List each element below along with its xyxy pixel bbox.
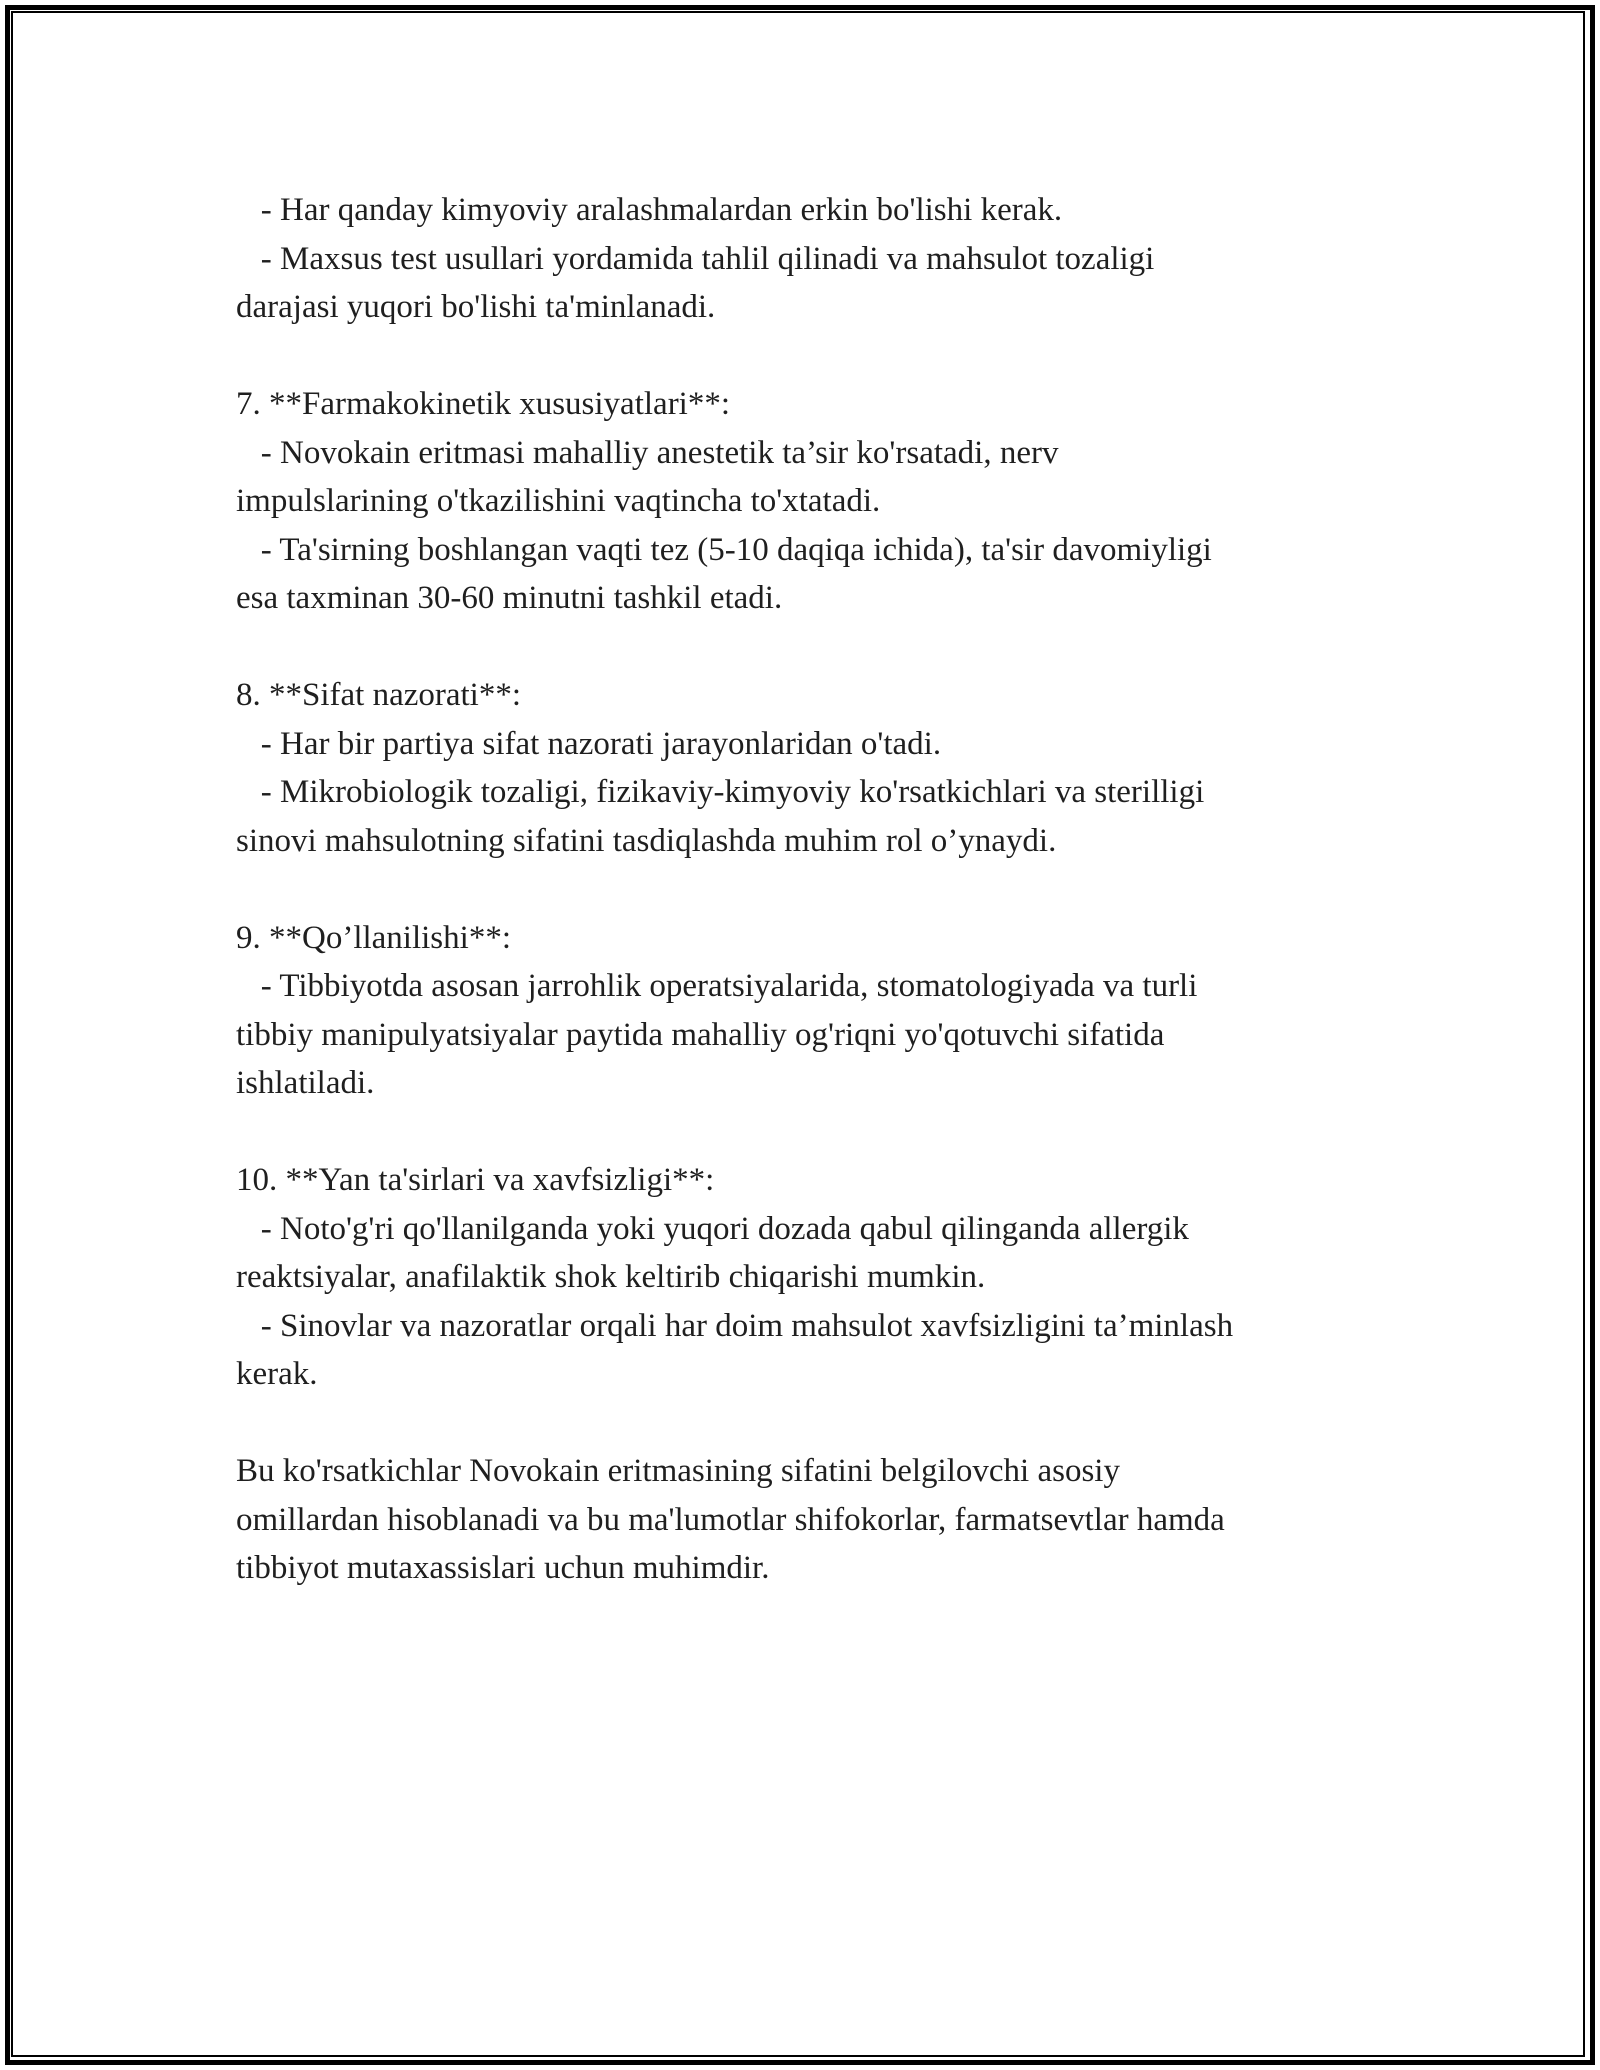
section-heading: 8. **Sifat nazorati**:	[236, 677, 522, 713]
section-heading: 7. **Farmakokinetik xususiyatlari**:	[236, 386, 731, 422]
paragraph-gap	[236, 865, 1366, 914]
text-line: - Sinovlar va nazoratlar orqali har doim mahsulot xavfsizligini ta’minlash	[236, 1307, 1234, 1344]
text-line: - Har qanday kimyoviy aralashmalardan erkin bo'lishi kerak.	[236, 192, 1063, 228]
text-line: - Novokain eritmasi mahalliy anestetik ta’sir ko'rsatadi, nerv	[236, 434, 1059, 471]
text-line: - Maxsus test usullari yordamida tahlil qilinadi va mahsulot tozaligi	[236, 240, 1155, 277]
text-line: impulslarining o'tkazilishini vaqtincha to'xtatadi.	[236, 483, 881, 519]
section-heading: 9. **Qo’llanilishi**:	[236, 919, 511, 956]
text-line: darajasi yuqori bo'lishi ta'minlanadi.	[236, 289, 716, 325]
text-line: kerak.	[236, 1356, 318, 1392]
paragraph-gap	[236, 332, 1366, 381]
paragraph-gap	[236, 623, 1366, 672]
paragraph-gap	[236, 1108, 1366, 1157]
text-line: - Har bir partiya sifat nazorati jarayonlaridan o'tadi.	[236, 725, 942, 762]
section-heading: 10. **Yan ta'sirlari va xavfsizligi**:	[236, 1162, 715, 1198]
document-body	[236, 186, 1366, 1593]
conclusion-line: Bu ko'rsatkichlar Novokain eritmasining sifatini belgilovchi asosiy	[236, 1453, 1120, 1489]
text-line: - Tibbiyotda asosan jarrohlik operatsiyalarida, stomatologiyada va turli	[236, 968, 1198, 1004]
text-line: ishlatiladi.	[236, 1065, 375, 1101]
text-line: - Mikrobiologik tozaligi, fizikaviy-kimyoviy ko'rsatkichlari va sterilligi	[236, 774, 1205, 810]
text-line: - Ta'sirning boshlangan vaqti tez (5-10 daqiqa ichida), ta'sir davomiyligi	[236, 531, 1212, 568]
text-line: reaktsiyalar, anafilaktik shok keltirib chiqarishi mumkin.	[236, 1259, 986, 1295]
text-line: sinovi mahsulotning sifatini tasdiqlashda muhim rol o’ynaydi.	[236, 822, 1057, 859]
text-line: - Noto'g'ri qo'llanilganda yoki yuqori dozada qabul qilinganda allergik	[236, 1210, 1189, 1247]
text-line: tibbiy manipulyatsiyalar paytida mahalliy og'riqni yo'qotuvchi sifatida	[236, 1016, 1165, 1053]
text-line: esa taxminan 30-60 minutni tashkil etadi.	[236, 580, 783, 616]
conclusion-line: tibbiyot mutaxassislari uchun muhimdir.	[236, 1550, 770, 1586]
conclusion-line: omillardan hisoblanadi va bu ma'lumotlar shifokorlar, farmatsevtlar hamda	[236, 1501, 1225, 1538]
paragraph-gap	[236, 1399, 1366, 1448]
